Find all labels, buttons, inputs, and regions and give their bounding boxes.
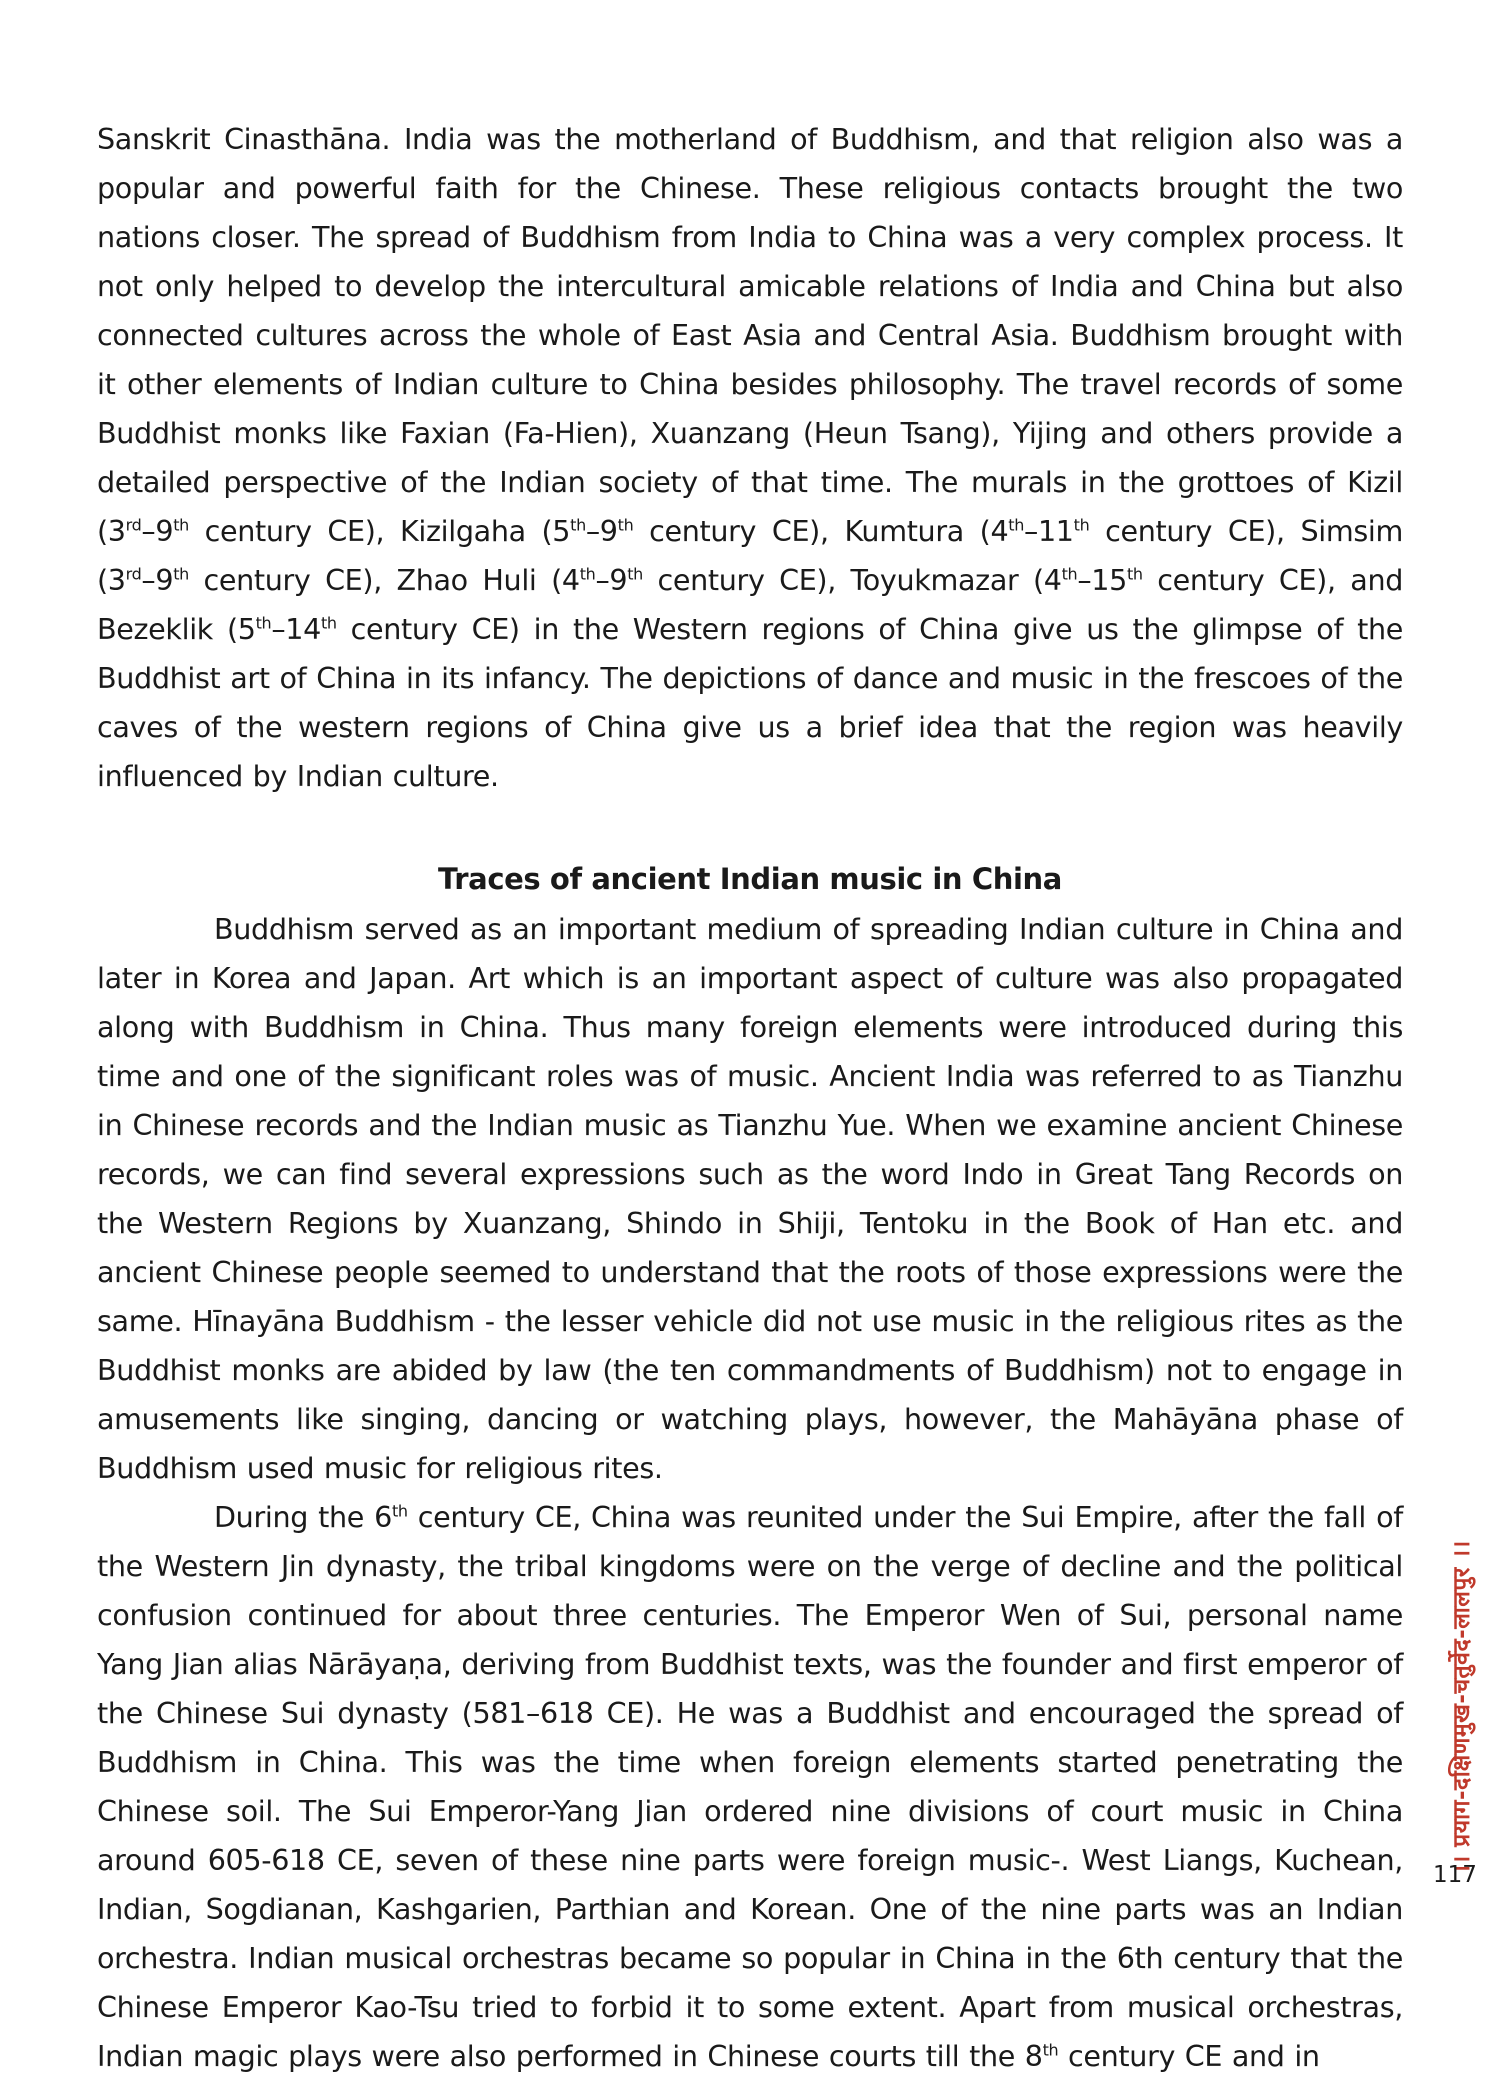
page-number: 117 — [1433, 1862, 1477, 1888]
page-body — [97, 115, 1403, 2081]
paragraph-1: Sanskrit Cinasthāna. India was the motherland of Buddhism, and that religion also was a popular and powerful faith for the Chinese. These religious contacts brought the two nations closer. The spread of Buddhism from India to China was a very complex process. It not only helped to develop the intercultural amicable relations of India and China but also connected cultures across the whole of East Asia and Central Asia. Buddhism brought with it other elements of Indian culture to China besides philosophy. The travel records of some Buddhist monks like Faxian (Fa-Hien), Xuanzang (Heun Tsang), Yijing and others provide a detailed perspective of the Indian society of that time. The murals in the grottoes of Kizil (3rd–9th century CE), Kizilgaha (5th–9th century CE), Kumtura (4th–11th century CE), Simsim (3rd–9th century CE), Zhao Huli (4th–9th century CE), Toyukmazar (4th–15th century CE), and Bezeklik (5th–14th century CE) in the Western regions of China give us the glimpse of the Buddhist art of China in its infancy. The depictions of dance and music in the frescoes of the caves of the western regions of China give us a brief idea that the region was heavily influenced by Indian culture. — [97, 122, 1404, 793]
paragraph-2: Buddhism served as an important medium of spreading Indian culture in China and later in Korea and Japan. Art which is an important aspect of culture was also propagated along with Buddhism in China. Thus many foreign elements were introduced during this time and one of the significant roles was of music. Ancient India was referred to as Tianzhu in Chinese records and the Indian music as Tianzhu Yue. When we examine ancient Chinese records, we can find several expressions such as the word Indo in Great Tang Records on the Western Regions by Xuanzang, Shindo in Shiji, Tentoku in the Book of Han etc. and ancient Chinese people seemed to understand that the roots of those expressions were the same. Hīnayāna Buddhism - the lesser vehicle did not use music in the religious rites as the Buddhist monks are abided by law (the ten commandments of Buddhism) not to engage in amusements like singing, dancing or watching plays, however, the Mahāyāna phase of Buddhism used music for religious rites. — [97, 912, 1403, 1485]
vertical-margin-text — [1449, 1540, 1475, 1874]
vertical-margin-label: ।। प्रयाग-दक्षिणमुख-चतुर्वेद-लालपुर ।। — [1449, 1540, 1475, 1874]
section-heading: Traces of ancient Indian music in China — [438, 862, 1062, 896]
paragraph-3: During the 6th century CE, China was reunited under the Sui Empire, after the fall of the Western Jin dynasty, the tribal kingdoms were on the verge of decline and the political confusion continued for about three centuries. The Emperor Wen of Sui, personal name Yang Jian alias Nārāyaṇa, deriving from Buddhist texts, was the founder and first emperor of the Chinese Sui dynasty (581–618 CE). He was a Buddhist and encouraged the spread of Buddhism in China. This was the time when foreign elements started penetrating the Chinese soil. The Sui Emperor-Yang Jian ordered nine divisions of court music in China around 605-618 CE, seven of these nine parts were foreign music-. West Liangs, Kuchean, Indian, Sogdianan, Kashgarien, Parthian and Korean. One of the nine parts was an Indian orchestra. Indian musical orchestras became so popular in China in the 6th century that the Chinese Emperor Kao-Tsu tried to forbid it to some extent. Apart from musical orchestras, Indian magic plays were also performed in Chinese courts till the 8th century CE and in — [97, 1500, 1403, 2073]
